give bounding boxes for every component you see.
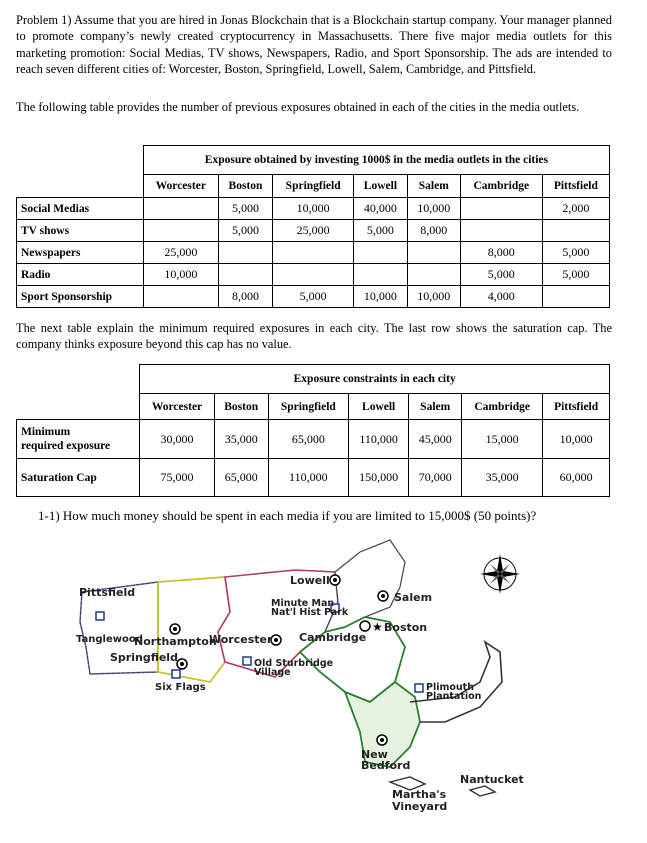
cell: 5,000 (218, 198, 272, 220)
map-label-salem: Salem (394, 591, 433, 604)
cell: 10,000 (354, 286, 408, 308)
cell: 65,000 (268, 420, 348, 459)
table-row (17, 264, 610, 286)
springfield-marker-dot (180, 662, 184, 666)
column-header: Springfield (273, 175, 354, 198)
cell: 5,000 (542, 242, 609, 264)
row-label: Radio (17, 264, 144, 286)
cell (218, 264, 272, 286)
cell (354, 242, 408, 264)
map-label-nantucket: Nantucket (460, 773, 524, 786)
salem-marker-dot (381, 594, 385, 598)
cell (460, 198, 542, 220)
cell: 45,000 (409, 420, 462, 459)
cell: 60,000 (543, 459, 610, 497)
sturbridge-icon (243, 657, 251, 665)
label-line: Nat'l Hist Park (271, 607, 349, 618)
cell: 70,000 (409, 459, 462, 497)
column-header: Cambridge (462, 394, 543, 420)
cell: 10,000 (407, 286, 460, 308)
cell (407, 264, 460, 286)
map-label-pittsfield: Pittsfield (79, 586, 136, 599)
constraints-table (16, 364, 610, 497)
row-label (17, 420, 140, 459)
worcester-marker-dot (274, 638, 278, 642)
cell (218, 242, 272, 264)
lowell-marker-dot (333, 578, 337, 582)
column-header: Worcester (143, 175, 218, 198)
cell: 5,000 (460, 264, 542, 286)
cell: 2,000 (542, 198, 609, 220)
cell: 65,000 (214, 459, 268, 497)
cell (407, 242, 460, 264)
map-label-worcester: Worcester (209, 633, 273, 646)
cell: 75,000 (140, 459, 214, 497)
label-line: Old Sturbridge (254, 658, 334, 669)
cell (460, 220, 542, 242)
map-label-marthas-vineyard (392, 789, 447, 813)
cambridge-marker (360, 621, 370, 631)
cell: 10,000 (407, 198, 460, 220)
cell: 5,000 (273, 286, 354, 308)
row-label: TV shows (17, 220, 144, 242)
cell: 8,000 (407, 220, 460, 242)
cell: 40,000 (354, 198, 408, 220)
column-header: Pittsfield (543, 394, 610, 420)
label-line: Martha's (392, 788, 447, 801)
label-line: Vineyard (392, 800, 448, 813)
table-row (17, 198, 610, 220)
cell: 10,000 (543, 420, 610, 459)
map-label-springfield: Springfield (110, 651, 178, 664)
label-line: Minute Man (271, 598, 335, 609)
table2-intro: The next table explain the minimum required exposures in each city. The last row shows the saturation cap. The company thinks exposure beyond this cap has no value. (16, 321, 612, 352)
column-header: Salem (407, 175, 460, 198)
column-header: Boston (214, 394, 268, 420)
label-line: Plimouth (426, 682, 474, 693)
row-label-line: Minimum (21, 426, 71, 438)
table-row (17, 220, 610, 242)
label-line: Village (254, 667, 291, 678)
map-label-plimouth (426, 683, 481, 701)
question-text: 1-1) How much money should be spent in each media if you are limited to 15,000$ (50 points)? (38, 508, 537, 523)
cell: 15,000 (462, 420, 543, 459)
cell: 110,000 (268, 459, 348, 497)
column-header: Lowell (354, 175, 408, 198)
cell: 8,000 (218, 286, 272, 308)
cell (143, 286, 218, 308)
cell: 8,000 (460, 242, 542, 264)
cell (273, 242, 354, 264)
cell: 25,000 (143, 242, 218, 264)
tanglewood-icon (96, 612, 104, 620)
table-row (17, 242, 610, 264)
map-label-tanglewood: Tanglewood (76, 634, 143, 645)
table-row (17, 420, 610, 459)
cell: 4,000 (460, 286, 542, 308)
nantucket-island (470, 786, 495, 796)
map-label-lowell: Lowell (290, 574, 330, 587)
boston-star-icon: ★ (372, 620, 383, 634)
cell: 35,000 (462, 459, 543, 497)
cell (143, 198, 218, 220)
table-row (17, 286, 610, 308)
cell: 10,000 (143, 264, 218, 286)
cell (354, 264, 408, 286)
column-header: Cambridge (460, 175, 542, 198)
label-line: New (361, 748, 388, 761)
map-label-northampton: Northampton (134, 635, 217, 648)
cell: 5,000 (354, 220, 408, 242)
cell (542, 220, 609, 242)
column-header: Salem (409, 394, 462, 420)
massachusetts-map (60, 532, 620, 822)
cell: 25,000 (273, 220, 354, 242)
column-header: Worcester (140, 394, 214, 420)
cell: 10,000 (273, 198, 354, 220)
new-bedford-marker-dot (380, 738, 384, 742)
cell: 35,000 (214, 420, 268, 459)
label-line: Bedford (361, 759, 411, 772)
cell: 110,000 (349, 420, 409, 459)
table-row (17, 459, 610, 497)
plimouth-icon (415, 684, 423, 692)
column-header: Springfield (268, 394, 348, 420)
cell (542, 286, 609, 308)
cell (143, 220, 218, 242)
cell (273, 264, 354, 286)
row-label: Saturation Cap (17, 459, 140, 497)
cell: 5,000 (218, 220, 272, 242)
table1-intro: The following table provides the number of previous exposures obtained in each of the cities in the media outlets. (16, 100, 580, 114)
row-label: Sport Sponsorship (17, 286, 144, 308)
map-label-boston: Boston (384, 621, 428, 634)
compass-rose-icon (480, 554, 520, 594)
column-header: Lowell (349, 394, 409, 420)
map-label-six-flags: Six Flags (155, 682, 206, 693)
exposure-table-caption: Exposure obtained by investing 1000$ in the media outlets in the cities (143, 146, 609, 175)
column-header: Pittsfield (542, 175, 609, 198)
cell: 5,000 (542, 264, 609, 286)
cell: 150,000 (349, 459, 409, 497)
map-label-cambridge: Cambridge (299, 631, 367, 644)
map-label-minute-man (271, 599, 348, 617)
cell: 30,000 (140, 420, 214, 459)
northampton-marker-dot (173, 627, 177, 631)
label-line: Plantation (426, 691, 482, 702)
row-label: Social Medias (17, 198, 144, 220)
six-flags-icon (172, 670, 180, 678)
constraints-table-caption: Exposure constraints in each city (140, 365, 610, 394)
map-label-new-bedford (361, 749, 410, 771)
row-label-line: required exposure (21, 440, 111, 452)
intro-paragraph: Problem 1) Assume that you are hired in Jonas Blockchain that is a Blockchain startup company. Your manager planned to promote company’s newly created cryptocurrency in Massachusetts. There five major media outlets for this marketing promotion: Social Medias, TV shows, Newspapers, Radio, and Sport Sponsorship. The ads are intended to reach seven different cities of: Worcester, Boston, Springfield, Lowell, Salem, Cambridge, and Pittsfield. (16, 13, 612, 77)
exposure-table (16, 145, 610, 308)
column-header: Boston (218, 175, 272, 198)
row-label: Newspapers (17, 242, 144, 264)
map-label-sturbridge (254, 659, 333, 677)
